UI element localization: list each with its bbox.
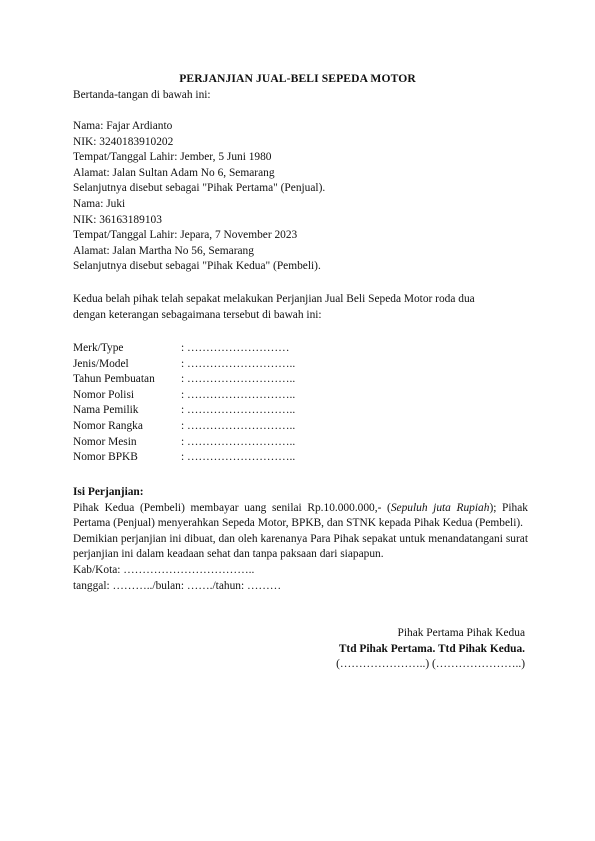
city-field: Kab/Kota: ……………………………..: [73, 563, 255, 576]
spec-row: [73, 357, 528, 373]
spec-value: : ………………………..: [181, 419, 296, 432]
first-party-section: [73, 119, 528, 197]
signature-blanks: (…………………..) (…………………..): [336, 658, 525, 671]
spec-value: : ………………………..: [181, 388, 296, 401]
spec-row: [73, 372, 528, 388]
document-title: PERJANJIAN JUAL-BELI SEPEDA MOTOR: [179, 72, 416, 85]
spec-label: Jenis/Model: [73, 357, 129, 370]
signature-block: [336, 626, 525, 673]
agreement-intro-line-2: dengan keterangan sebagaimana tersebut di bawah ini:: [73, 308, 322, 321]
spec-value: : ………………………..: [181, 373, 296, 386]
spec-row: [73, 419, 528, 435]
first-party-name: Nama: Fajar Ardianto: [73, 120, 173, 132]
spec-label: Nomor Polisi: [73, 388, 135, 401]
date-field: tanggal: ………../bulan: ……./tahun: ………: [73, 579, 282, 592]
second-party-section: [73, 197, 528, 275]
second-party-nik: NIK: 36163189103: [73, 213, 162, 226]
spec-row: [73, 403, 528, 419]
spec-label: Nomor Mesin: [73, 435, 137, 448]
first-party-nik: NIK: 3240183910202: [73, 135, 174, 148]
second-party-role: Selanjutnya disebut sebagai "Pihak Kedua" (Pembeli).: [73, 260, 321, 273]
spec-label: Nama Pemilik: [73, 404, 139, 417]
spec-label: Merk/Type: [73, 342, 124, 354]
content-p1-amount-words: Sepuluh juta Rupiah: [390, 501, 490, 514]
second-party-address: Alamat: Jalan Martha No 56, Semarang: [73, 244, 254, 257]
spec-value: : ………………………: [181, 342, 290, 354]
signature-names: Ttd Pihak Pertama. Ttd Pihak Kedua.: [338, 642, 525, 655]
first-party-address: Alamat: Jalan Sultan Adam No 6, Semarang: [73, 166, 275, 179]
first-party-role: Selanjutnya disebut sebagai "Pihak Pertama" (Penjual).: [73, 182, 326, 195]
spec-value: : ………………………..: [181, 357, 296, 370]
content-heading: Isi Perjanjian:: [73, 486, 144, 498]
spec-row: [73, 450, 528, 466]
content-paragraph-2: Demikian perjanjian ini dibuat, dan oleh karenanya Para Pihak sepakat untuk menandatangani surat perjanjian ini dalam keadaan sehat dan tanpa paksaan dari siapapun.: [73, 532, 528, 561]
spec-label: Nomor BPKB: [73, 451, 138, 464]
content-p1-start: Pihak Kedua (Pembeli) membayar uang senilai Rp.10.000.000,- (: [73, 501, 391, 514]
opening-line: [73, 88, 528, 104]
second-party-birth: Tempat/Tanggal Lahir: Jepara, 7 November 2023: [73, 229, 298, 242]
spec-row: [73, 341, 528, 357]
first-party-birth: Tempat/Tanggal Lahir: Jember, 5 Juni 1980: [73, 151, 272, 164]
content-p1-end: ); Pihak Pertama (Penjual) menyerahkan Sepeda Motor, BPKB, dan STNK kepada Pihak Kedua (Pembeli).: [73, 501, 528, 530]
spec-value: : ………………………..: [181, 435, 296, 448]
spec-value: : ………………………..: [181, 404, 296, 417]
agreement-intro-line-1: Kedua belah pihak telah sepakat melakukan Perjanjian Jual Beli Sepeda Motor roda dua: [73, 293, 475, 305]
agreement-content: [73, 485, 528, 594]
spec-value: : ………………………..: [181, 451, 296, 464]
signature-roles: Pihak Pertama Pihak Kedua: [397, 627, 525, 639]
spec-label: Nomor Rangka: [73, 419, 143, 432]
agreement-intro: [73, 292, 528, 323]
opening-text: Bertanda-tangan di bawah ini:: [73, 89, 211, 101]
vehicle-spec-list: [73, 341, 528, 466]
spec-row: [73, 435, 528, 451]
second-party-name: Nama: Juki: [73, 198, 126, 210]
spec-label: Tahun Pembuatan: [73, 373, 155, 386]
spec-row: [73, 388, 528, 404]
content-paragraph-1: [73, 501, 528, 532]
